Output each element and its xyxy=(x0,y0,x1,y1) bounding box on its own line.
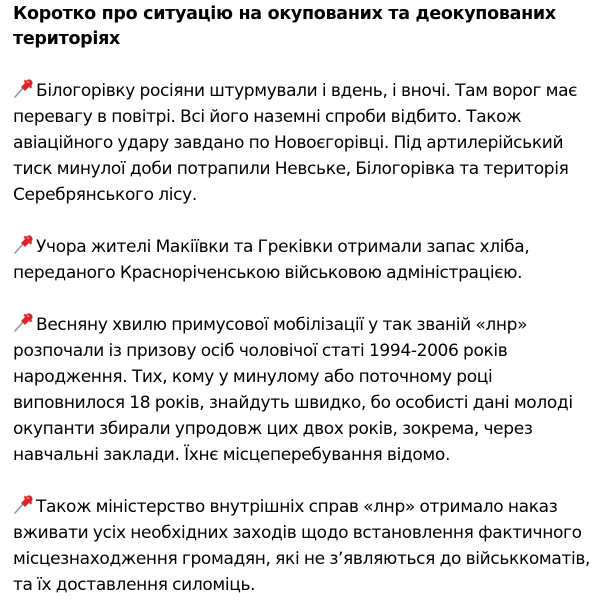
pushpin-icon xyxy=(13,494,35,514)
pushpin-icon xyxy=(13,234,35,254)
paragraph-bread-supply xyxy=(13,234,605,286)
paragraph-text: Весняну хвилю примусової мобілізації у так званій «лнр» розпочали із призову осіб чоловічої статі 1994-2006 років народження. Тих, кому у минулому або поточному році виповнилося 18 років, знайдуть швидко, бо особисті дані молоді окупанти збирали упродовж цих двох років, зокрема, через навчальні заклади. Їхнє місцеперебування відомо. xyxy=(13,315,573,465)
paragraph-text: Учора жителі Макіївки та Греківки отримали запас хліба, переданого Красноріченською військовою адміністрацією. xyxy=(13,237,530,283)
paragraph-text: Також міністерство внутрішніх справ «лнр» отримало наказ вживати усіх необхідних заходів щодо встановлення фактичного місцезнаходження громадян, які не зʼявляються до військкоматів, та їх доставлення силоміць. xyxy=(13,497,591,595)
paragraph-interior-ministry xyxy=(13,494,605,598)
post xyxy=(0,2,605,598)
post-title: Коротко про ситуацію на окупованих та деокупованих територіях xyxy=(13,4,556,49)
paragraph-text: Білогорівку росіяни штурмували і вдень, і вночі. Там ворог має перевагу в повітрі. Всі його наземні спроби відбито. Також авіаційного удару завдано по Новоєгорівці. Під артилерійський тиск минулої доби потрапили Невське, Білогорівка та територія Серебрянського лісу. xyxy=(13,81,578,205)
pushpin-icon xyxy=(13,312,35,332)
pushpin-icon xyxy=(13,78,35,98)
paragraph-mobilization xyxy=(13,312,605,468)
paragraph-belohorivka xyxy=(13,78,605,208)
